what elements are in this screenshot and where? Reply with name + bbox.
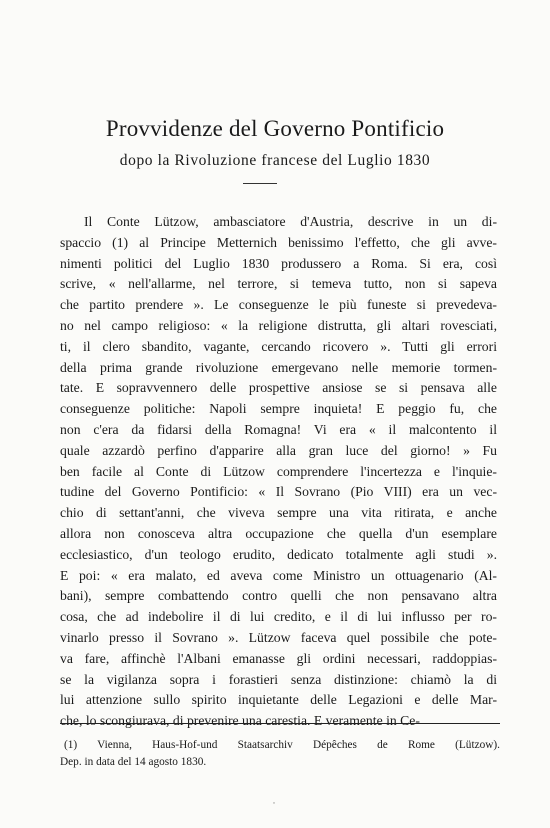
body-paragraph xyxy=(60,212,497,732)
body-line: Il Conte Lützow, ambasciatore d'Austria, descrive in un di- xyxy=(84,214,497,229)
body-line: vinarlo presso il Sovrano ». Lützow faceva quel possibile che pote- xyxy=(60,629,497,645)
body-line: va fare, affinchè l'Albani emanasse gli ordini necessari, raddoppias- xyxy=(60,650,497,666)
body-line: no nel campo religioso: « la religione distrutta, gli altari rovesciati, xyxy=(60,317,497,333)
footnote-divider xyxy=(60,723,500,724)
page-mark: · xyxy=(272,798,276,808)
body-line: che partito prendere ». Le conseguenze le più funeste si prevedeva- xyxy=(60,297,497,313)
body-line: spaccio (1) al Principe Metternich benissimo l'effetto, che gli avve- xyxy=(60,234,497,250)
body-line: chio di settant'anni, che viveva sempre una vita ritirata, e anche xyxy=(60,505,497,521)
page-title: Provvidenze del Governo Pontificio xyxy=(105,116,445,141)
body-line: tudine del Governo Pontificio: « Il Sovrano (Pio VIII) era un vec- xyxy=(60,484,497,500)
body-line: bani), sempre combattendo contro quelli che non pensavano altra xyxy=(60,588,497,604)
body-line: della prima grande rivoluzione emergevano nelle memorie tormen- xyxy=(60,359,497,375)
body-line: non c'era da fidarsi della Romagna! Vi era « il malcontento il xyxy=(60,421,497,437)
body-line: nimenti politici del Luglio 1830 produssero a Roma. Si era, così xyxy=(60,255,497,271)
body-line: quale azzardò perfino d'apparire alla gran luce del giorno! » Fu xyxy=(60,442,497,458)
body-line: cosa, che ad indebolire il di lui credito, e il di lui influsso per ro- xyxy=(60,609,497,625)
title-divider xyxy=(243,183,277,184)
body-line: lui attenzione sullo spirito inquietante delle Legazioni e delle Mar- xyxy=(60,692,497,708)
body-line: ben facile al Conte di Lützow comprendere l'incertezza e l'inquie- xyxy=(60,463,497,479)
page-subtitle: dopo la Rivoluzione francese del Luglio 1830 xyxy=(119,152,431,169)
body-line: conseguenze politiche: Napoli sempre inquieta! E peggio fu, che xyxy=(60,401,497,417)
footnote-line: (1) Vienna, Haus-Hof-und Staatsarchiv Dépêches de Rome (Lützow). xyxy=(64,739,500,751)
body-line: se la vigilanza sopra i forastieri senza distinzione: chiamò la di xyxy=(60,671,497,687)
footnote xyxy=(60,737,500,771)
body-line: ti, il clero sbandito, vagante, cercando ricovero ». Tutti gli errori xyxy=(60,338,497,354)
body-line: E poi: « era malato, ed aveva come Ministro un ottuagenario (Al- xyxy=(60,567,497,583)
body-line: scrive, « nell'allarme, nel terrore, si temeva tutto, non si sapeva xyxy=(60,276,497,292)
footnote-line: Dep. in data del 14 agosto 1830. xyxy=(60,756,207,768)
body-line: ecclesiastico, d'un teologo erudito, dedicato totalmente agli studi ». xyxy=(60,546,497,562)
body-line: che, lo scongiurava, di prevenire una carestia. E veramente in Ce- xyxy=(60,713,420,729)
body-line: allora non conosceva altra occupazione che quella d'un esemplare xyxy=(60,525,497,541)
body-line: tate. E sopravvennero delle prospettive ansiose se si pensava alle xyxy=(60,380,497,396)
